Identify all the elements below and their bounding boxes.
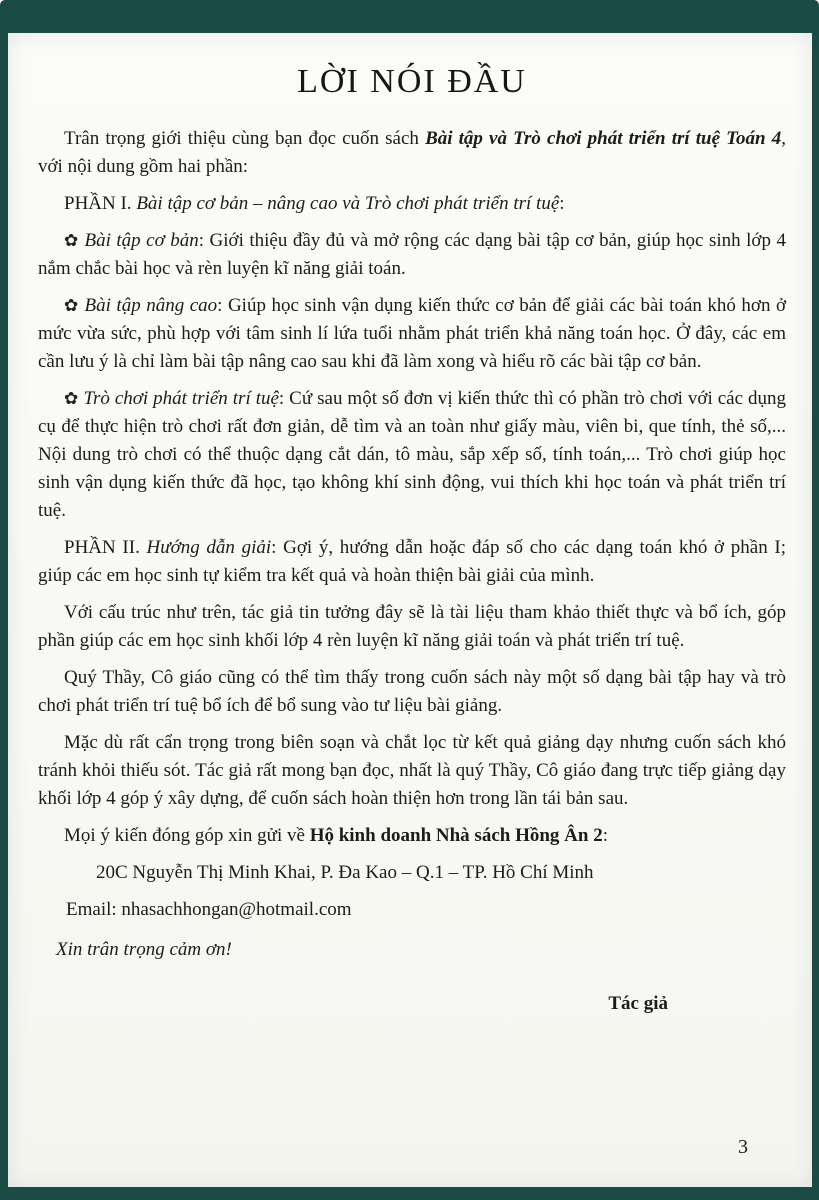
part1-heading-paragraph: [38, 190, 786, 218]
page-number: 3: [738, 1136, 748, 1158]
text-run: :: [559, 193, 565, 214]
text-run: PHẦN II.: [64, 537, 147, 558]
text-run: Xin trân trọng cảm ơn!: [56, 939, 232, 960]
author-signature: [38, 990, 786, 1018]
text-run: : Giới thiệu đầy đủ và mở rộng các dạng bài tập cơ bản, giúp học sinh lớp 4 nắm chắc bài học và rèn luyện kĩ năng giải toán.: [38, 230, 786, 279]
text-run: Mọi ý kiến đóng góp xin gửi về: [64, 825, 310, 846]
intro-paragraph: [38, 125, 786, 181]
publisher-name-emphasis: Hộ kinh doanh Nhà sách Hồng Ân 2: [309, 825, 603, 846]
book-title-emphasis: Bài tập và Trò chơi phát triển trí tuệ Toán 4: [425, 128, 782, 149]
feedback-paragraph: [38, 822, 786, 850]
page-title: LỜI NÓI ĐẦU: [297, 63, 527, 100]
page-content: [8, 33, 812, 1187]
text-run: 20C Nguyễn Thị Minh Khai, P. Đa Kao – Q.1 – TP. Hồ Chí Minh: [96, 862, 594, 883]
flower-bullet-icon: ✿: [64, 389, 79, 409]
structure-paragraph: [38, 599, 786, 655]
part2-title-emphasis: Hướng dẫn giải: [146, 537, 272, 558]
text-run: : Cứ sau một số đơn vị kiến thức thì có phần trò chơi với các dụng cụ để thực hiện trò chơi rất đơn giản, dễ tìm và an toàn như giấy màu, viên bi, que tính, thẻ số,... Nội dung trò chơi có thể thuộc dạng cắt dán, tô màu, sắp xếp số, tính toán,... Trò chơi giúp học sinh vận dụng kiến thức đã học, tạo không khí sinh động, vui thích khi học toán và phát triển trí tuệ.: [38, 388, 786, 521]
text-run: Quý Thầy, Cô giáo cũng có thể tìm thấy trong cuốn sách này một số dạng bài tập hay và trò chơi phát triển trí tuệ bổ ích để bổ sung vào tư liệu bài giảng.: [38, 667, 786, 716]
part2-heading-paragraph: [38, 534, 786, 590]
advanced-exercises-label: Bài tập nâng cao: [84, 295, 218, 316]
games-paragraph: [38, 385, 786, 525]
basic-exercises-label: Bài tập cơ bản: [84, 230, 199, 251]
basic-exercises-paragraph: [38, 227, 786, 283]
text-run: Trân trọng giới thiệu cùng bạn đọc cuốn sách: [64, 128, 426, 149]
text-run: Với cấu trúc như trên, tác giả tin tưởng đây sẽ là tài liệu tham khảo thiết thực và bổ ích, góp phần giúp các em học sinh khối lớp 4 rèn luyện kĩ năng giải toán và phát triển trí tuệ.: [38, 602, 786, 651]
text-run: Mặc dù rất cẩn trọng trong biên soạn và chắt lọc từ kết quả giảng dạy nhưng cuốn sách khó tránh khỏi thiếu sót. Tác giả rất mong bạn đọc, nhất là quý Thầy, Cô giáo đang trực tiếp giảng dạy khối lớp 4 góp ý xây dựng, để cuốn sách hoàn thiện hơn trong lần tái bản sau.: [38, 732, 786, 809]
flower-bullet-icon: ✿: [64, 296, 80, 316]
text-run: PHẦN I.: [64, 193, 137, 214]
text-run: :: [602, 825, 608, 846]
games-label: Trò chơi phát triển trí tuệ: [83, 388, 279, 409]
apology-paragraph: [38, 729, 786, 813]
text-run: Tác giả: [608, 993, 668, 1014]
teachers-paragraph: [38, 664, 786, 720]
text-run: : Gợi ý, hướng dẫn hoặc đáp số cho các dạng toán khó ở phần I; giúp các em học sinh tự kiểm tra kết quả và hoàn thiện bài giải của mình.: [38, 537, 786, 586]
publisher-email: [38, 896, 786, 924]
text-run: Email: nhasachhongan@hotmail.com: [66, 899, 352, 920]
text-run: : Giúp học sinh vận dụng kiến thức cơ bản để giải các bài toán khó hơn ở mức vừa sức, phù hợp với tâm sinh lí lứa tuổi nhằm phát triển khả năng toán học. Ở đây, các em cần lưu ý là chỉ làm bài tập nâng cao sau khi đã làm xong và hiểu rõ các bài tập cơ bản.: [38, 295, 786, 372]
part1-title-emphasis: Bài tập cơ bản – nâng cao và Trò chơi phát triển trí tuệ: [136, 193, 560, 214]
flower-bullet-icon: ✿: [64, 231, 79, 251]
publisher-address: [38, 859, 786, 887]
text-run: , với nội dung gồm hai phần:: [38, 128, 786, 177]
thanks-line: [38, 936, 786, 964]
advanced-exercises-paragraph: [38, 292, 786, 376]
